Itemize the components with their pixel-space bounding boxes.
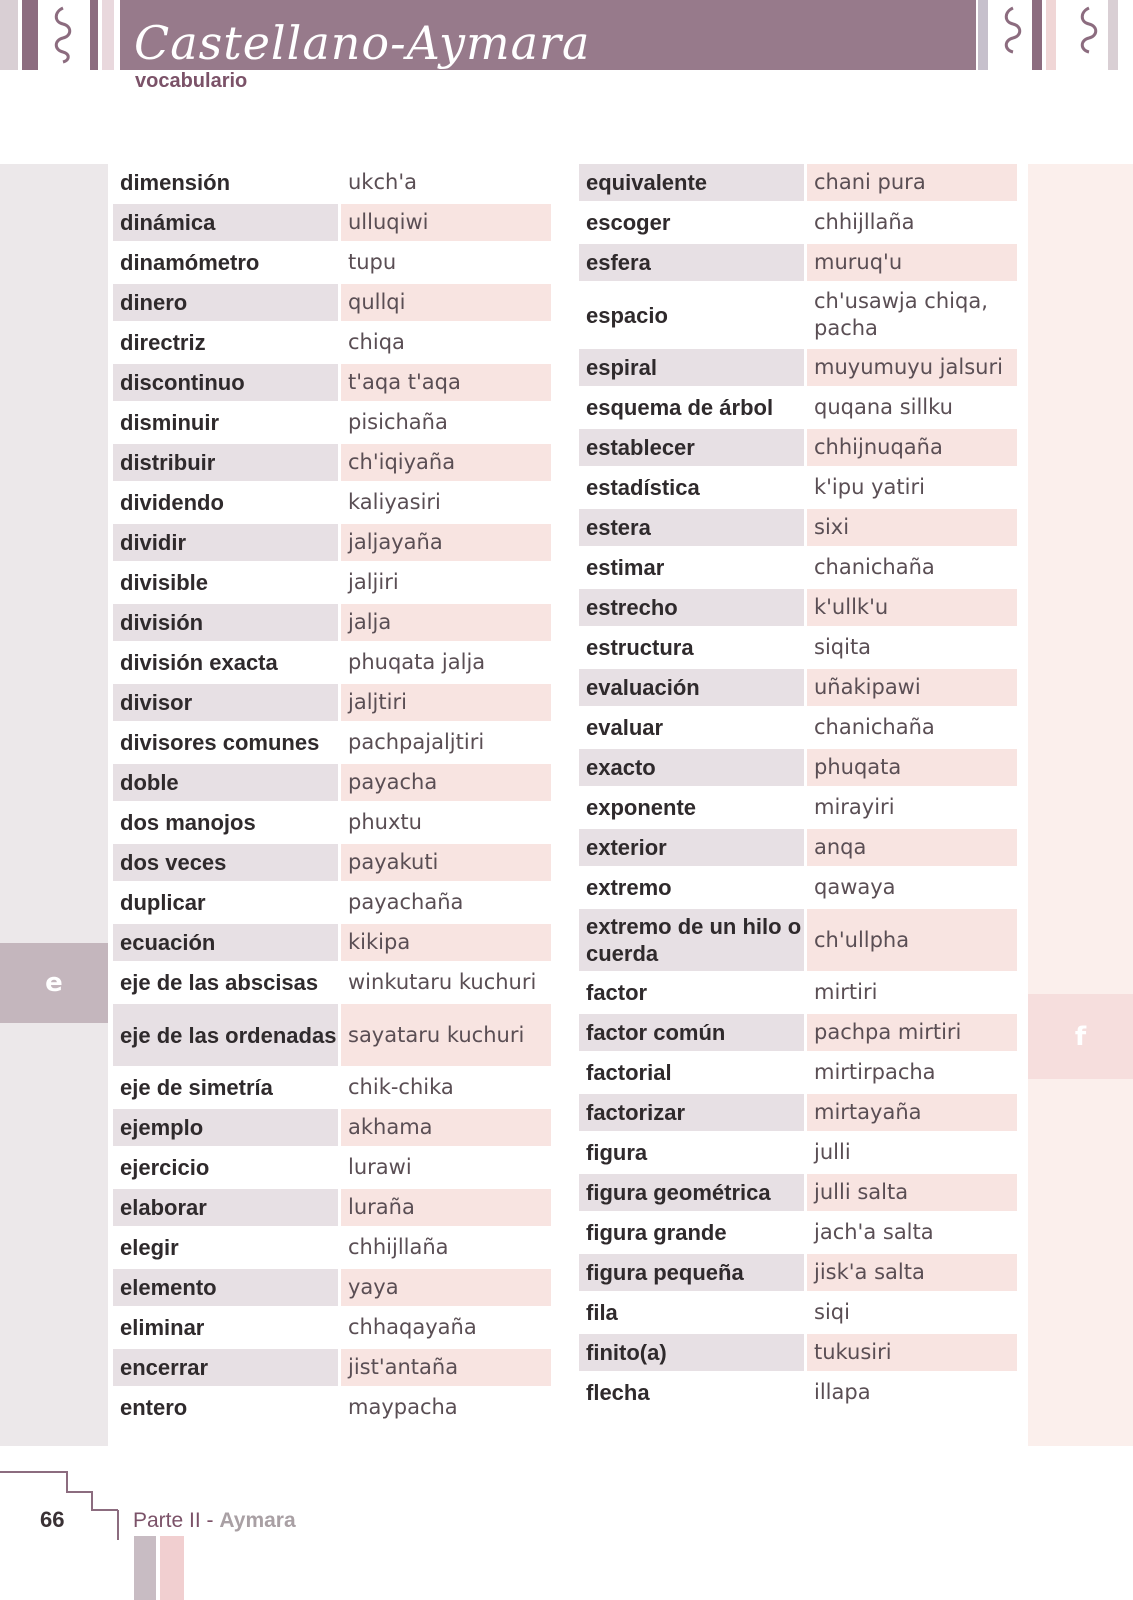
vocabulary-row bbox=[113, 204, 551, 241]
spanish-term: esquema de árbol bbox=[586, 395, 774, 420]
header-stripe-3 bbox=[90, 0, 98, 70]
vocabulary-row bbox=[113, 964, 551, 1001]
aymara-translation: chhijnuqaña bbox=[807, 429, 1017, 466]
spanish-term: disminuir bbox=[120, 410, 220, 435]
spanish-term: figura geométrica bbox=[579, 1174, 804, 1211]
spanish-term: divisores comunes bbox=[120, 730, 320, 755]
vocabulary-row bbox=[113, 644, 551, 681]
spanish-term: figura bbox=[586, 1140, 648, 1165]
spanish-term: exterior bbox=[579, 829, 804, 866]
spanish-term: discontinuo bbox=[113, 364, 338, 401]
aymara-translation: ch'usawja chiqa, pacha bbox=[814, 289, 988, 340]
aymara-translation: payacha bbox=[341, 764, 551, 801]
spiral-motif-icon bbox=[1076, 4, 1102, 64]
vocabulary-row bbox=[113, 1389, 551, 1426]
vocabulary-row bbox=[579, 909, 1017, 971]
spiral-motif-icon bbox=[1000, 4, 1026, 64]
spanish-term: escoger bbox=[586, 210, 671, 235]
vocabulary-row bbox=[579, 1134, 1017, 1171]
spanish-term: elegir bbox=[120, 1235, 179, 1260]
spanish-term: factor común bbox=[579, 1014, 804, 1051]
aymara-translation: kikipa bbox=[341, 924, 551, 961]
aymara-translation: kaliyasiri bbox=[348, 490, 441, 514]
aymara-translation: phuxtu bbox=[348, 810, 422, 834]
vocabulary-row bbox=[113, 244, 551, 281]
vocabulary-row bbox=[579, 1374, 1017, 1411]
vocabulary-column-right bbox=[579, 164, 1017, 1414]
spanish-term: figura pequeña bbox=[579, 1254, 804, 1291]
spanish-term: establecer bbox=[579, 429, 804, 466]
vocabulary-row bbox=[113, 844, 551, 881]
spanish-term: equivalente bbox=[579, 164, 804, 201]
vocabulary-row bbox=[113, 1349, 551, 1386]
aymara-translation: chhijllaña bbox=[348, 1235, 449, 1259]
aymara-translation: siqita bbox=[814, 635, 872, 659]
vocabulary-row bbox=[579, 1174, 1017, 1211]
footer-section-label bbox=[133, 1509, 296, 1533]
spanish-term: división exacta bbox=[120, 650, 278, 675]
vocabulary-row bbox=[579, 789, 1017, 826]
vocabulary-row bbox=[113, 164, 551, 201]
spanish-term: dividendo bbox=[120, 490, 224, 515]
header-stripe-2 bbox=[22, 0, 38, 70]
vocabulary-row bbox=[113, 364, 551, 401]
vocabulary-row bbox=[579, 869, 1017, 906]
spanish-term: exacto bbox=[579, 749, 804, 786]
vocabulary-row bbox=[579, 1054, 1017, 1091]
aymara-translation: pachpajaljtiri bbox=[348, 730, 485, 754]
spanish-term: fila bbox=[586, 1300, 618, 1325]
aymara-translation: jalja bbox=[341, 604, 551, 641]
vocabulary-row bbox=[113, 1109, 551, 1146]
vocabulary-row bbox=[579, 669, 1017, 706]
spanish-term: extremo de un hilo o cuerda bbox=[579, 909, 804, 971]
spanish-term: estimar bbox=[586, 555, 665, 580]
aymara-translation: chhijllaña bbox=[814, 210, 915, 234]
spanish-term: ejemplo bbox=[113, 1109, 338, 1146]
spanish-term: dinamómetro bbox=[120, 250, 260, 275]
spanish-term: factor bbox=[586, 980, 648, 1005]
aymara-translation: ch'iqiyaña bbox=[341, 444, 551, 481]
spanish-term: dimensión bbox=[120, 170, 231, 195]
aymara-translation: chanichaña bbox=[814, 555, 935, 579]
spanish-term: extremo bbox=[586, 875, 672, 900]
spanish-term: encerrar bbox=[113, 1349, 338, 1386]
vocabulary-row bbox=[579, 469, 1017, 506]
vocabulary-row bbox=[113, 444, 551, 481]
vocabulary-row bbox=[113, 884, 551, 921]
spanish-term: evaluar bbox=[586, 715, 664, 740]
spanish-term: espacio bbox=[586, 302, 668, 328]
vocabulary-row bbox=[579, 349, 1017, 386]
left-margin-panel bbox=[0, 164, 108, 1446]
vocabulary-row bbox=[579, 389, 1017, 426]
aymara-translation: chiqa bbox=[348, 330, 405, 354]
header-stripe-8 bbox=[1108, 0, 1118, 70]
spanish-term: eje de las ordenadas bbox=[113, 1004, 338, 1066]
spanish-term: doble bbox=[113, 764, 338, 801]
vocabulary-row bbox=[113, 1269, 551, 1306]
spanish-term: estadística bbox=[586, 475, 700, 500]
vocabulary-row bbox=[113, 604, 551, 641]
footer-bar-1 bbox=[134, 1536, 156, 1600]
spanish-term: eje de las abscisas bbox=[120, 970, 319, 995]
spanish-term: dinámica bbox=[113, 204, 338, 241]
vocabulary-row bbox=[579, 749, 1017, 786]
vocabulary-row bbox=[113, 484, 551, 521]
spanish-term: entero bbox=[120, 1395, 188, 1420]
aymara-translation: maypacha bbox=[348, 1395, 458, 1419]
aymara-translation: jaljtiri bbox=[341, 684, 551, 721]
letter-tab-f: f bbox=[1028, 994, 1133, 1079]
page-title: Castellano-Aymara bbox=[134, 16, 591, 70]
aymara-translation: quqana sillku bbox=[814, 395, 953, 419]
aymara-translation: k'ullk'u bbox=[807, 589, 1017, 626]
aymara-translation: muyumuyu jalsuri bbox=[807, 349, 1017, 386]
spanish-term: directriz bbox=[120, 330, 206, 355]
vocabulary-row bbox=[579, 1214, 1017, 1251]
aymara-translation: qawaya bbox=[814, 875, 896, 899]
spanish-term: distribuir bbox=[113, 444, 338, 481]
footer-step-line bbox=[0, 1470, 140, 1540]
vocabulary-row bbox=[113, 324, 551, 361]
aymara-translation: siqi bbox=[814, 1300, 850, 1324]
vocabulary-row bbox=[113, 804, 551, 841]
aymara-translation: pachpa mirtiri bbox=[807, 1014, 1017, 1051]
aymara-translation: chani pura bbox=[807, 164, 1017, 201]
aymara-translation: jaljiri bbox=[348, 570, 399, 594]
aymara-translation: julli bbox=[814, 1140, 851, 1164]
footer-language: Aymara bbox=[219, 1509, 296, 1532]
spanish-term: dos manojos bbox=[120, 810, 256, 835]
spanish-term: ejercicio bbox=[120, 1155, 210, 1180]
spanish-term: factorizar bbox=[579, 1094, 804, 1131]
spanish-term: exponente bbox=[586, 795, 697, 820]
aymara-translation: mirtayaña bbox=[807, 1094, 1017, 1131]
spanish-term: flecha bbox=[586, 1380, 650, 1405]
vocabulary-row bbox=[579, 1294, 1017, 1331]
vocabulary-row bbox=[579, 829, 1017, 866]
header-stripe-6 bbox=[1032, 0, 1042, 70]
vocabulary-row bbox=[113, 1004, 551, 1066]
vocabulary-row bbox=[579, 204, 1017, 241]
vocabulary-row bbox=[579, 1094, 1017, 1131]
aymara-translation: luraña bbox=[341, 1189, 551, 1226]
vocabulary-row bbox=[113, 524, 551, 561]
spanish-term: espiral bbox=[579, 349, 804, 386]
aymara-translation: jist'antaña bbox=[341, 1349, 551, 1386]
aymara-translation: ch'ullpha bbox=[807, 909, 1017, 971]
vocabulary-row bbox=[579, 509, 1017, 546]
aymara-translation: ulluqiwi bbox=[341, 204, 551, 241]
footer-part: Parte II bbox=[133, 1509, 201, 1532]
aymara-translation: akhama bbox=[341, 1109, 551, 1146]
spanish-term: ecuación bbox=[113, 924, 338, 961]
aymara-translation: yaya bbox=[341, 1269, 551, 1306]
spanish-term: eliminar bbox=[120, 1315, 205, 1340]
aymara-translation: payachaña bbox=[348, 890, 464, 914]
spanish-term: dinero bbox=[113, 284, 338, 321]
vocabulary-row bbox=[113, 1189, 551, 1226]
aymara-translation: tukusiri bbox=[807, 1334, 1017, 1371]
header-stripe-4 bbox=[102, 0, 114, 70]
vocabulary-row bbox=[113, 764, 551, 801]
header-stripe-5 bbox=[978, 0, 988, 70]
vocabulary-row bbox=[113, 684, 551, 721]
spiral-motif-icon bbox=[50, 4, 76, 64]
spanish-term: dividir bbox=[113, 524, 338, 561]
vocabulary-row bbox=[113, 1069, 551, 1106]
aymara-translation: qullqi bbox=[341, 284, 551, 321]
vocabulary-row bbox=[113, 284, 551, 321]
vocabulary-row bbox=[579, 164, 1017, 201]
page-subtitle: vocabulario bbox=[135, 70, 248, 92]
aymara-translation: tupu bbox=[348, 250, 397, 274]
vocabulary-row bbox=[579, 549, 1017, 586]
header-stripe-7 bbox=[1046, 0, 1056, 70]
vocabulary-row bbox=[579, 1334, 1017, 1371]
aymara-translation: chik-chika bbox=[348, 1075, 454, 1099]
spanish-term: factorial bbox=[586, 1060, 672, 1085]
vocabulary-row bbox=[113, 724, 551, 761]
vocabulary-row bbox=[579, 709, 1017, 746]
aymara-translation: mirayiri bbox=[814, 795, 895, 819]
vocabulary-column-left bbox=[113, 164, 551, 1429]
vocabulary-row bbox=[113, 564, 551, 601]
aymara-translation: ukch'a bbox=[348, 170, 417, 194]
aymara-translation: jach'a salta bbox=[814, 1220, 934, 1244]
spanish-term: eje de simetría bbox=[120, 1075, 273, 1100]
footer-separator: - bbox=[206, 1509, 214, 1532]
vocabulary-row bbox=[113, 1309, 551, 1346]
vocabulary-row bbox=[579, 1014, 1017, 1051]
aymara-translation: julli salta bbox=[807, 1174, 1017, 1211]
aymara-translation: chhaqayaña bbox=[348, 1315, 477, 1339]
spanish-term: esfera bbox=[579, 244, 804, 281]
aymara-translation: uñakipawi bbox=[807, 669, 1017, 706]
vocabulary-row bbox=[579, 629, 1017, 666]
vocabulary-row bbox=[113, 1149, 551, 1186]
aymara-translation: phuqata bbox=[807, 749, 1017, 786]
vocabulary-row bbox=[113, 404, 551, 441]
spanish-term: finito(a) bbox=[579, 1334, 804, 1371]
spanish-term: estructura bbox=[586, 635, 694, 660]
aymara-translation: t'aqa t'aqa bbox=[341, 364, 551, 401]
page-number: 66 bbox=[40, 1507, 65, 1532]
vocabulary-row bbox=[113, 1229, 551, 1266]
aymara-translation: illapa bbox=[814, 1380, 871, 1404]
aymara-translation: sayataru kuchuri bbox=[341, 1004, 551, 1066]
vocabulary-row bbox=[579, 244, 1017, 281]
right-margin-panel bbox=[1028, 164, 1133, 1446]
aymara-translation: payakuti bbox=[341, 844, 551, 881]
spanish-term: división bbox=[113, 604, 338, 641]
spanish-term: duplicar bbox=[120, 890, 206, 915]
aymara-translation: lurawi bbox=[348, 1155, 412, 1179]
vocabulary-row bbox=[579, 429, 1017, 466]
spanish-term: dos veces bbox=[113, 844, 338, 881]
aymara-translation: winkutaru kuchuri bbox=[348, 970, 537, 994]
aymara-translation: mirtirpacha bbox=[814, 1060, 936, 1084]
spanish-term: estera bbox=[579, 509, 804, 546]
footer-bar-2 bbox=[160, 1536, 184, 1600]
aymara-translation: muruq'u bbox=[807, 244, 1017, 281]
aymara-translation: jisk'a salta bbox=[807, 1254, 1017, 1291]
aymara-translation: anqa bbox=[807, 829, 1017, 866]
aymara-translation: phuqata jalja bbox=[348, 650, 486, 674]
aymara-translation: chanichaña bbox=[814, 715, 935, 739]
letter-tab-e: e bbox=[0, 943, 108, 1023]
vocabulary-row bbox=[579, 974, 1017, 1011]
vocabulary-row bbox=[579, 284, 1017, 346]
header-stripe-1 bbox=[0, 0, 18, 70]
spanish-term: evaluación bbox=[579, 669, 804, 706]
spanish-term: estrecho bbox=[579, 589, 804, 626]
spanish-term: elemento bbox=[113, 1269, 338, 1306]
spanish-term: figura grande bbox=[586, 1220, 727, 1245]
aymara-translation: sixi bbox=[807, 509, 1017, 546]
vocabulary-row bbox=[113, 924, 551, 961]
spanish-term: elaborar bbox=[113, 1189, 338, 1226]
vocabulary-row bbox=[579, 589, 1017, 626]
vocabulary-row bbox=[579, 1254, 1017, 1291]
spanish-term: divisor bbox=[113, 684, 338, 721]
aymara-translation: mirtiri bbox=[814, 980, 878, 1004]
aymara-translation: jaljayaña bbox=[341, 524, 551, 561]
aymara-translation: pisichaña bbox=[348, 410, 448, 434]
spanish-term: divisible bbox=[120, 570, 209, 595]
aymara-translation: k'ipu yatiri bbox=[814, 475, 925, 499]
